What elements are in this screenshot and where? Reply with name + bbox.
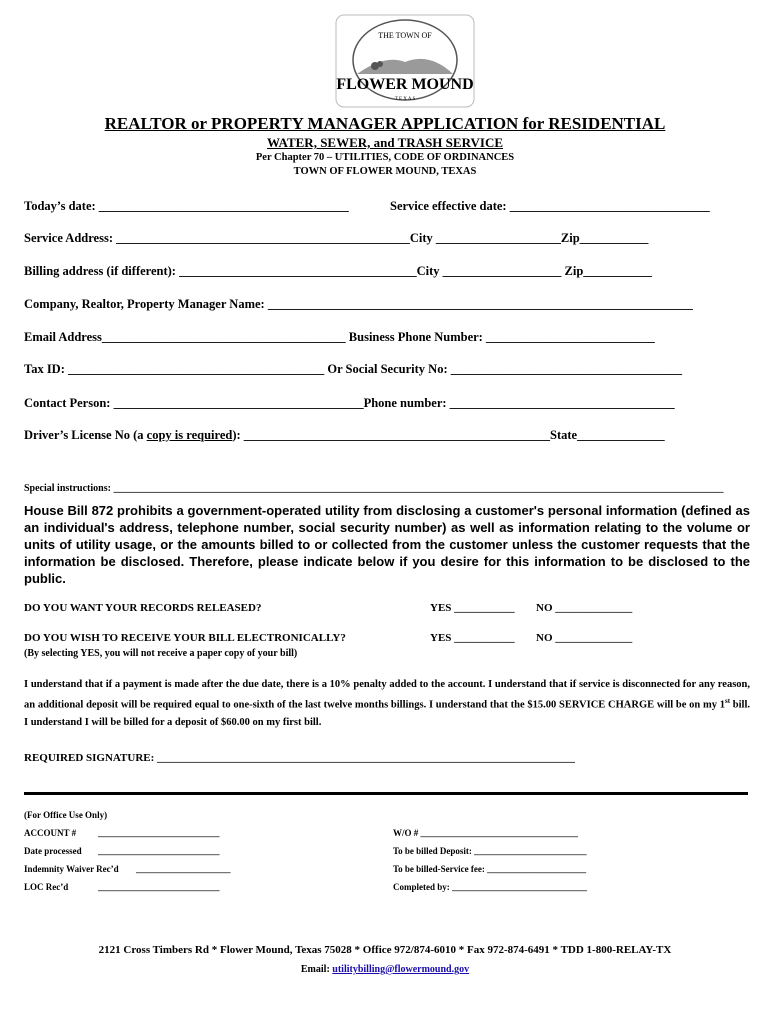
- footer-email: Email: utilitybilling@flowermound.gov: [300, 964, 470, 975]
- form-subtitle: WATER, SEWER, and TRASH SERVICE: [266, 135, 504, 150]
- company-name-field[interactable]: Company, Realtor, Property Manager Name: ____________________________________________________________________: [24, 297, 693, 311]
- contact-person-field[interactable]: Contact Person: ________________________________________Phone number: ____________________________________: [24, 396, 675, 410]
- flower-mound-logo: [335, 14, 475, 108]
- records-released-question: DO YOU WANT YOUR RECORDS RELEASED?: [24, 602, 262, 614]
- loc-field[interactable]: ___________________________: [98, 882, 220, 892]
- electronic-bill-question: DO YOU WISH TO RECEIVE YOUR BILL ELECTRONICALLY?: [24, 632, 346, 644]
- records-no-field[interactable]: NO ______________: [536, 602, 633, 614]
- footer-address: 2121 Cross Timbers Rd * Flower Mound, Texas 75028 * Office 972/874-6010 * Fax 972-874-6491 * TDD 1-800-RELAY-TX: [98, 944, 672, 956]
- drivers-license-field[interactable]: Driver’s License No (a copy is required): _________________________________________________State______________: [24, 428, 665, 442]
- records-yes-field[interactable]: YES ___________: [430, 602, 515, 614]
- office-use-heading: (For Office Use Only): [24, 810, 108, 820]
- signature-field[interactable]: REQUIRED SIGNATURE: ____________________________________________________________________________: [24, 752, 576, 764]
- deposit-field[interactable]: To be billed Deposit: _________________________: [393, 846, 587, 856]
- svg-text:THE TOWN OF: THE TOWN OF: [378, 31, 432, 40]
- account-field[interactable]: ___________________________: [98, 828, 220, 838]
- service-fee-field[interactable]: To be billed-Service fee: ______________________: [393, 864, 587, 874]
- electronic-no-field[interactable]: NO ______________: [536, 632, 633, 644]
- electronic-bill-note: (By selecting YES, you will not receive a paper copy of your bill): [24, 648, 298, 659]
- payment-agreement: I understand that if a payment is made after the due date, there is a 10% penalty added to the account. I understand that if service is disconnected for any reason, an additional deposit will be required equal to one-sixth of the last twelve months billings. I understand that the $15.00 SERVICE CHARGE will be on my 1st bill. I understand I will be billed for a deposit of $60.00 on my first bill.: [24, 679, 750, 728]
- tax-id-field[interactable]: Tax ID: _________________________________________ Or Social Security No: _____________________________________: [24, 362, 682, 376]
- date-processed-label: Date processed: [24, 846, 82, 856]
- house-bill-notice: House Bill 872 prohibits a government-operated utility from disclosing a customer's personal information (defined as an individual's address, telephone number, social security number) as well as information relating to the volume or units of utility usage, or the amounts billed to or collected from the customer unless the customer requests that the information be disclosed. Therefore, please indicate below if you desire for this information to be disclosed to the public.: [24, 503, 750, 586]
- account-label: ACCOUNT #: [24, 828, 77, 838]
- svg-text:FLOWER MOUND: FLOWER MOUND: [336, 76, 474, 93]
- email-phone-field[interactable]: Email Address_______________________________________ Business Phone Number: ___________________________: [24, 330, 655, 344]
- indemnity-field[interactable]: _____________________: [136, 864, 231, 874]
- date-processed-field[interactable]: ___________________________: [98, 846, 220, 856]
- indemnity-label: Indemnity Waiver Rec’d: [24, 864, 119, 874]
- effective-date-field[interactable]: Service effective date: ________________________________: [390, 199, 710, 213]
- form-title: REALTOR or PROPERTY MANAGER APPLICATION for RESIDENTIAL: [104, 114, 666, 133]
- loc-label: LOC Rec’d: [24, 882, 69, 892]
- wo-field[interactable]: W/O # ___________________________________: [393, 828, 579, 838]
- electronic-yes-field[interactable]: YES ___________: [430, 632, 515, 644]
- service-address-field[interactable]: Service Address: _______________________________________________City ____________________Zip___________: [24, 231, 649, 245]
- town-line: TOWN OF FLOWER MOUND, TEXAS: [293, 166, 477, 177]
- section-divider: [24, 792, 748, 795]
- ordinance-line: Per Chapter 70 – UTILITIES, CODE OF ORDINANCES: [255, 152, 515, 163]
- completed-by-field[interactable]: Completed by: ______________________________: [393, 882, 587, 892]
- svg-text:T E X A S: T E X A S: [394, 97, 416, 102]
- email-link[interactable]: utilitybilling@flowermound.gov: [332, 964, 470, 975]
- special-instructions-field[interactable]: Special instructions: __________________________________________________________________________________________________________________________: [24, 483, 724, 494]
- billing-address-field[interactable]: Billing address (if different): ______________________________________City ___________________ Zip___________: [24, 264, 653, 278]
- todays-date-field[interactable]: Today’s date: ________________________________________: [24, 199, 349, 213]
